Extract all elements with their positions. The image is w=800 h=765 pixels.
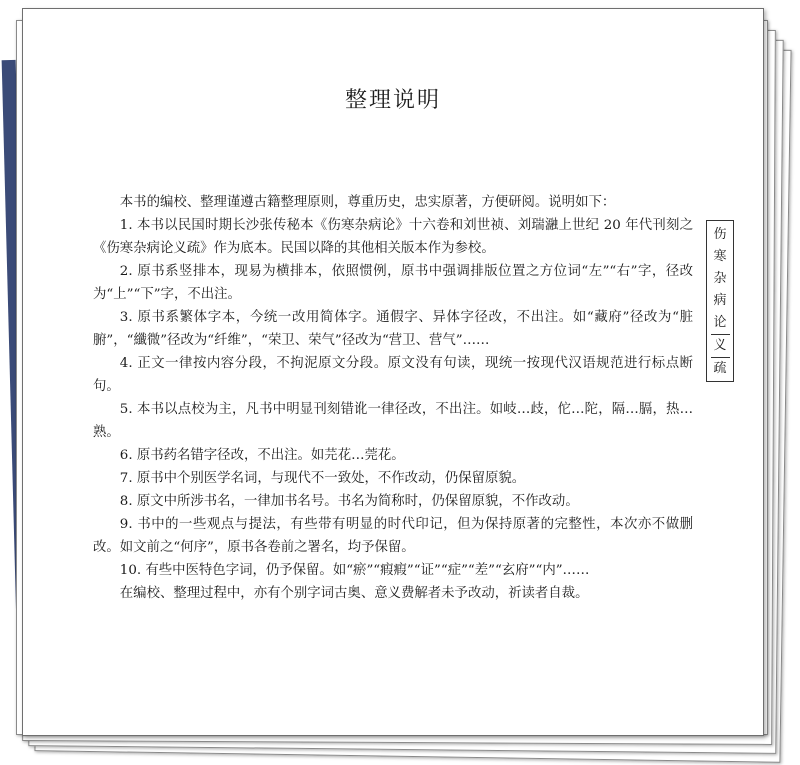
paragraph-item-7: 7. 原书中个别医学名词，与现代不一致处，不作改动，仍保留原貌。 (119, 471, 526, 486)
side-tab-divider (711, 334, 730, 335)
paragraph-item-2: 2. 原书系竖排本，现易为横排本，依照惯例，原书中强调排版位置之方位词“左”“右”字，径改为“上”“下”字，不出注。 (93, 264, 693, 302)
paragraph-item-5: 5. 本书以点校为主，凡书中明显刊刻错讹一律径改，不出注。如岐…歧，佗…陀，隔…膈，热…熟。 (93, 402, 693, 440)
paragraph-closing: 在编校、整理过程中，亦有个别字词古奥、意义费解者未予改动，祈读者自裁。 (119, 586, 589, 601)
paragraph-item-10: 10. 有些中医特色字词，仍予保留。如“瘀”“瘕瘕”“证”“症”“差”“玄府”“内”…… (119, 563, 590, 578)
side-tab-char: 杂 (713, 271, 727, 286)
paragraph-item-8: 8. 原文中所涉书名，一律加书名号。书名为简称时，仍保留原貌，不作改动。 (119, 494, 579, 509)
side-tab-char: 病 (713, 293, 727, 308)
document-page (22, 8, 764, 736)
paragraph-item-6: 6. 原书药名错字径改，不出注。如芫花…莞花。 (119, 448, 405, 463)
book-title-side-tab (706, 220, 734, 382)
paragraph-item-1: 1. 本书以民国时期长沙张传秘本《伤寒杂病论》十六卷和刘世祯、刘瑞瀜上世纪 20 年代刊刻之《伤寒杂病论义疏》作为底本。民国以降的其他相关版本作为参校。 (93, 218, 693, 256)
side-tab-char: 论 (713, 315, 727, 330)
paragraph-item-9: 9. 书中的一些观点与提法，有些带有明显的时代印记，但为保持原著的完整性，本次亦不做删改。如文前之“何序”，原书各卷前之署名，均予保留。 (93, 517, 693, 555)
side-tab-char: 疏 (713, 361, 727, 376)
side-tab-char: 伤 (713, 227, 727, 242)
side-tab-char: 义 (713, 338, 727, 353)
page-title: 整理说明 (344, 88, 441, 113)
paragraph-item-3: 3. 原书系繁体字本，今统一改用简体字。通假字、异体字径改，不出注。如“藏府”径改为“脏腑”，“纖微”径改为“纤维”，“荣卫、荣气”径改为“营卫、营气”…… (93, 310, 693, 348)
side-tab-divider (711, 357, 730, 358)
document-body (93, 191, 693, 605)
paragraph-item-4: 4. 正文一律按内容分段，不拘泥原文分段。原文没有句读，现统一按现代汉语规范进行标点断句。 (93, 356, 693, 394)
paragraph-intro: 本书的编校、整理谨遵古籍整理原则，尊重历史，忠实原著，方便研阅。说明如下： (119, 195, 616, 210)
side-tab-char: 寒 (713, 249, 727, 264)
